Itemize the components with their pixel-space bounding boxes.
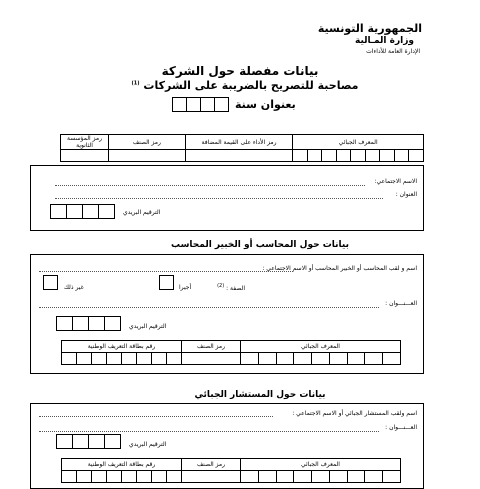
secondary-cell[interactable] [61, 150, 109, 162]
company-postal-input[interactable] [51, 204, 115, 219]
fiscal-id-cell[interactable] [294, 471, 312, 483]
national-id-cell[interactable] [122, 471, 137, 483]
company-address-label: العنوان : [395, 191, 417, 198]
form-subtitle [120, 79, 370, 92]
fiscal-id-cell[interactable] [276, 353, 294, 365]
fiscal-id-cell[interactable] [409, 150, 424, 162]
company-address-field[interactable] [55, 198, 383, 199]
ministry-name: وزارة المـالية [355, 36, 414, 46]
category-cell[interactable] [109, 150, 186, 162]
tax-advisor-box [30, 403, 424, 489]
capacity-note: (2) [217, 283, 225, 289]
national-id-cell[interactable] [92, 353, 107, 365]
tax-advisor-name-field[interactable] [39, 416, 273, 417]
fiscal-id-cell[interactable] [293, 150, 308, 162]
col-fiscal-id-header: المعرف الجبائي [293, 135, 424, 150]
national-id-cell[interactable] [152, 353, 167, 365]
col-secondary-header: رمز المؤسسة الثانوية [61, 135, 109, 150]
accountant-box [30, 254, 424, 374]
fiscal-id-cell[interactable] [351, 150, 366, 162]
option-other-checkbox[interactable] [43, 275, 58, 290]
fiscal-id-cell[interactable] [380, 150, 395, 162]
accountant-name-field[interactable] [39, 271, 293, 272]
national-id-cell[interactable] [107, 471, 122, 483]
national-id-cell[interactable] [77, 471, 92, 483]
tax-advisor-section-title: بيانات حول المستشار الجبائي [194, 390, 326, 400]
subtitle-note: (1) [131, 80, 140, 87]
company-name-field[interactable] [55, 185, 365, 186]
year-label: بعنوان سنة [235, 98, 296, 111]
option-employee-label: أجيرا [179, 284, 192, 291]
fiscal-id-cell[interactable] [276, 471, 294, 483]
national-id-cell[interactable] [62, 471, 77, 483]
fiscal-id-cell[interactable] [365, 353, 383, 365]
fiscal-id-cell[interactable] [241, 471, 259, 483]
national-id-cell[interactable] [62, 353, 77, 365]
fiscal-id-cell[interactable] [329, 471, 347, 483]
fiscal-id-cell[interactable] [383, 353, 401, 365]
fiscal-id-cell[interactable] [365, 150, 380, 162]
national-id-cell[interactable] [122, 353, 137, 365]
accountant-postal-label: الترقيم البريدي [129, 323, 167, 330]
fiscal-id-cell[interactable] [312, 353, 330, 365]
col-category-header: رمز الصنف [182, 341, 241, 353]
vat-code-cell[interactable] [185, 150, 293, 162]
national-id-cell[interactable] [167, 471, 182, 483]
tax-advisor-id-table [61, 458, 401, 483]
tax-advisor-address-field[interactable] [39, 431, 379, 432]
tax-advisor-name-label: اسم ولقب المستشار الجبائي أو الاسم الاجتماعي : [292, 410, 417, 417]
year-row [172, 97, 296, 112]
fiscal-id-cell[interactable] [312, 471, 330, 483]
national-id-cell[interactable] [92, 471, 107, 483]
form-title: بيانات مفصلة حول الشركة [161, 64, 319, 78]
fiscal-id-cell[interactable] [347, 471, 365, 483]
fiscal-id-cell[interactable] [329, 353, 347, 365]
col-vat-code-header: رمز الأداء على القيمة المضافة [185, 135, 293, 150]
fiscal-id-cell[interactable] [241, 353, 259, 365]
accountant-id-table [61, 340, 401, 365]
col-category-header: رمز الصنف [109, 135, 186, 150]
company-postal-label: الترقيم البريدي [123, 209, 161, 216]
national-id-cell[interactable] [77, 353, 92, 365]
col-national-id-header: رقم بطاقة التعريف الوطنية [62, 459, 182, 471]
accountant-address-label: العـــنـــوان : [385, 300, 417, 307]
company-box [30, 165, 424, 231]
national-id-cell[interactable] [107, 353, 122, 365]
tax-advisor-postal-label: الترقيم البريدي [129, 441, 167, 448]
subtitle-text: مصاحبة للتصريح بالضريبة على الشركات [143, 79, 359, 92]
accountant-postal-input[interactable] [57, 316, 121, 331]
col-national-id-header: رقم بطاقة التعريف الوطنية [62, 341, 182, 353]
accountant-capacity-label [217, 283, 245, 292]
company-name-label: الاسم الاجتماعي: [374, 178, 417, 185]
col-fiscal-id-header: المعرف الجبائي [241, 459, 401, 471]
national-id-cell[interactable] [137, 353, 152, 365]
category-cell[interactable] [182, 471, 241, 483]
national-id-cell[interactable] [137, 471, 152, 483]
accountant-address-field[interactable] [39, 307, 379, 308]
national-id-cell[interactable] [152, 471, 167, 483]
tax-advisor-address-label: العـــنـــوان : [385, 424, 417, 431]
national-id-cell[interactable] [167, 353, 182, 365]
fiscal-id-cell[interactable] [294, 353, 312, 365]
col-category-header: رمز الصنف [182, 459, 241, 471]
fiscal-id-cell[interactable] [347, 353, 365, 365]
tax-advisor-postal-input[interactable] [57, 434, 121, 449]
fiscal-id-cell[interactable] [258, 471, 276, 483]
country-name: الجمهورية التونسية [317, 22, 422, 35]
capacity-label-text: الصفة : [226, 285, 245, 292]
col-fiscal-id-header: المعرف الجبائي [241, 341, 401, 353]
category-cell[interactable] [182, 353, 241, 365]
option-employee-checkbox[interactable] [159, 275, 174, 290]
option-other-label: غير ذلك [64, 284, 84, 291]
fiscal-id-cell[interactable] [322, 150, 337, 162]
fiscal-id-cell[interactable] [365, 471, 383, 483]
accountant-name-label: اسم و لقب المحاسب أو الخبير المحاسب أو الاسم الاجتماعي : [262, 265, 417, 272]
fiscal-id-cell[interactable] [258, 353, 276, 365]
year-input[interactable] [173, 97, 229, 112]
fiscal-id-cell[interactable] [383, 471, 401, 483]
company-id-table [60, 134, 424, 162]
department-name: الإدارة العامة للأداءات [366, 48, 420, 55]
accountant-section-title: بيانات حول المحاسب أو الخبير المحاسب [171, 240, 349, 250]
fiscal-id-cell[interactable] [307, 150, 322, 162]
fiscal-id-cell[interactable] [394, 150, 409, 162]
fiscal-id-cell[interactable] [336, 150, 351, 162]
